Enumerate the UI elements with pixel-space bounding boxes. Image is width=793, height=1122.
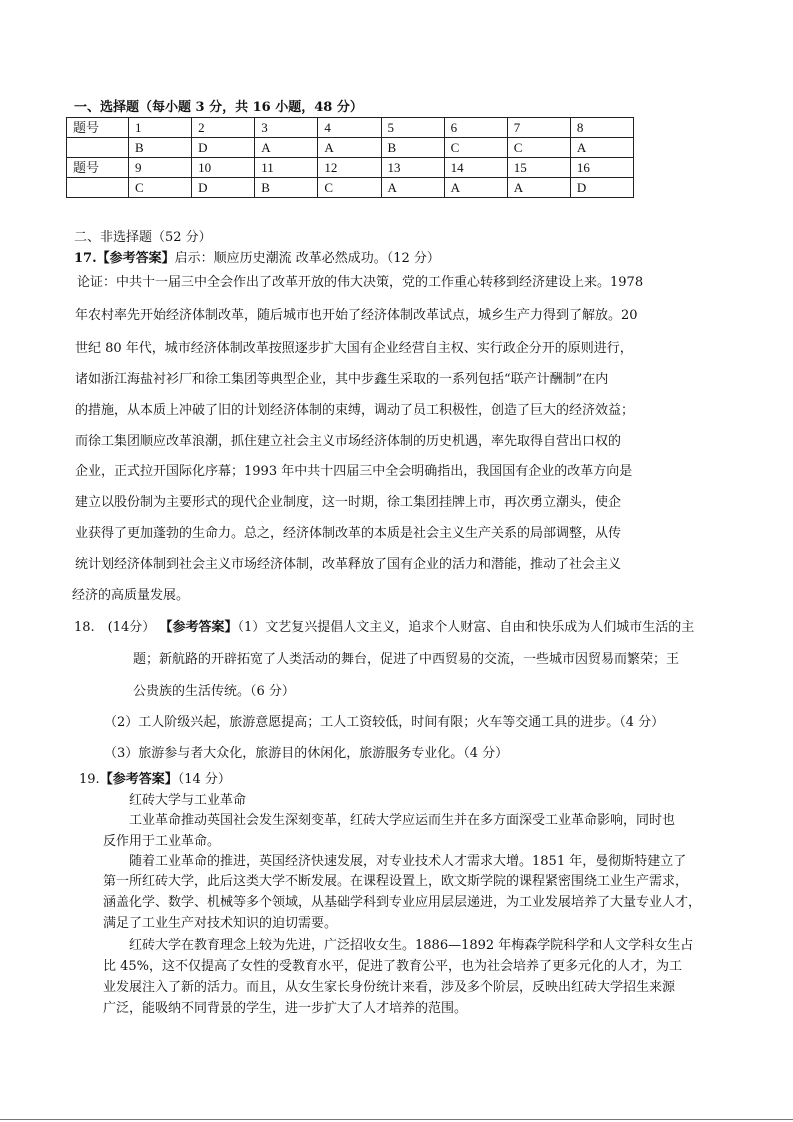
table-cell: 15 xyxy=(507,158,570,178)
table-cell: 10 xyxy=(192,158,255,178)
table-cell: 3 xyxy=(255,118,318,138)
q18-number: 18. (14分） xyxy=(74,620,156,635)
q17-line: 统计划经济体制到社会主义市场经济体制，改革释放了国有企业的活力和潜能，推动了社会主义 xyxy=(75,557,622,572)
table-row xyxy=(67,118,634,138)
q18-part3: （3）旅游参与者大众化，旅游目的休闲化，旅游服务专业化。（4 分） xyxy=(104,746,509,761)
q19-score: （14 分） xyxy=(177,772,231,787)
table-cell: 1 xyxy=(129,118,192,138)
table-cell: C xyxy=(507,138,570,158)
q19-answer-tag: 【参考答案】 xyxy=(99,772,178,787)
q19-line: 随着工业革命的推进，英国经济快速发展，对专业技术人才需求大增。1851 年，曼彻斯特建立了 xyxy=(129,854,687,869)
q17-title xyxy=(74,247,440,266)
table-row-label xyxy=(67,178,129,198)
q19-line: 第一所红砖大学，此后这类大学不断发展。在课程设置上，欧文斯学院的课程紧密围绕工业生产需求， xyxy=(103,874,689,889)
table-row xyxy=(67,158,634,178)
table-cell: A xyxy=(255,138,318,158)
table-cell: A xyxy=(381,178,444,198)
section1-heading: 一、选择题（每小题 3 分，共 16 小题，48 分） xyxy=(74,100,363,115)
table-row-label: 题号 xyxy=(67,118,129,138)
table-cell: 14 xyxy=(444,158,507,178)
table-cell: 12 xyxy=(318,158,381,178)
table-cell: C xyxy=(318,178,381,198)
q17-line: 建立以股份制为主要形式的现代企业制度，这一时期，徐工集团挂牌上市，再次勇立潮头，使企 xyxy=(75,495,622,510)
table-row xyxy=(67,138,634,158)
table-row-label xyxy=(67,138,129,158)
table-cell: 2 xyxy=(192,118,255,138)
table-row-label: 题号 xyxy=(67,158,129,178)
q19-line: 比 45%，这不仅提高了女性的受教育水平，促进了教育公平，也为社会培养了更多元化的人才，为工 xyxy=(103,959,683,974)
q17-revelation: 启示：顺应历史潮流 改革必然成功。（12 分） xyxy=(174,251,440,266)
table-cell: D xyxy=(192,138,255,158)
q17-line: 而徐工集团顺应改革浪潮，抓住建立社会主义市场经济体制的历史机遇，率先取得自营出口权的 xyxy=(75,434,622,449)
table-cell: 5 xyxy=(381,118,444,138)
table-cell: 16 xyxy=(570,158,633,178)
table-cell: C xyxy=(444,138,507,158)
table-cell: B xyxy=(381,138,444,158)
q18-part2: （2）工人阶级兴起，旅游意愿提高；工人工资较低，时间有限；火车等交通工具的进步。（4 分） xyxy=(104,715,665,730)
q18-part1-cont-1: 题；新航路的开辟拓宽了人类活动的舞台，促进了中西贸易的交流，一些城市因贸易而繁荣；王 xyxy=(133,652,680,667)
answer-table xyxy=(66,117,634,198)
q18-part1-text: （1）文艺复兴提倡人文主义，追求个人财富、自由和快乐成为人们城市生活的主 xyxy=(237,620,695,635)
table-cell: D xyxy=(192,178,255,198)
q17-line: 业获得了更加蓬勃的生命力。总之，经济体制改革的本质是社会主义生产关系的局部调整，从传 xyxy=(75,526,622,541)
q19-essay-title: 红砖大学与工业革命 xyxy=(129,793,247,808)
q19-line: 满足了工业生产对技术知识的迫切需要。 xyxy=(103,916,338,931)
q17-line: 年农村率先开始经济体制改革，随后城市也开始了经济体制改革试点，城乡生产力得到了解放。20 xyxy=(75,308,638,323)
q18-part1-cont-2: 公贵族的生活传统。（6 分） xyxy=(133,684,295,699)
q17-answer-tag: 17.【参考答案】 xyxy=(74,251,175,266)
q17-line: 的措施，从本质上冲破了旧的计划经济体制的束缚，调动了员工积极性，创造了巨大的经济效益； xyxy=(75,403,635,418)
table-cell: A xyxy=(444,178,507,198)
table-cell: D xyxy=(570,178,633,198)
table-cell: B xyxy=(255,178,318,198)
page-bottom-rule xyxy=(0,1119,793,1120)
q18-answer-tag: 【参考答案】 xyxy=(159,620,238,635)
q19-line: 工业革命推动英国社会发生深刻变革，红砖大学应运而生并在多方面深受工业革命影响，同时也 xyxy=(129,813,676,828)
table-cell: A xyxy=(318,138,381,158)
table-cell: 8 xyxy=(570,118,633,138)
q19-line: 红砖大学在教育理念上较为先进，广泛招收女生。1886—1892 年梅森学院科学和人文学科女生占 xyxy=(129,938,694,953)
table-cell: B xyxy=(129,138,192,158)
table-cell: 9 xyxy=(129,158,192,178)
table-cell: 4 xyxy=(318,118,381,138)
q17-line: 诸如浙江海盐衬衫厂和徐工集团等典型企业，其中步鑫生采取的一系列包括“联产计酬制”在内 xyxy=(75,372,609,387)
q18-part1-first-line xyxy=(74,616,694,635)
table-cell: A xyxy=(507,178,570,198)
section2-heading: 二、非选择题（52 分） xyxy=(74,230,212,245)
q17-line: 经济的高质量发展。 xyxy=(72,588,190,603)
q17-line: 世纪 80 年代，城市经济体制改革按照逐步扩大国有企业经营自主权、实行政企分开的原则进行， xyxy=(75,341,633,356)
q17-line: 论证：中共十一届三中全会作出了改革开放的伟大决策，党的工作重心转移到经济建设上来。1978 xyxy=(77,275,644,290)
q19-line: 反作用于工业革命。 xyxy=(103,834,221,849)
table-cell: 13 xyxy=(381,158,444,178)
table-cell: C xyxy=(129,178,192,198)
table-cell: 7 xyxy=(507,118,570,138)
table-cell: 6 xyxy=(444,118,507,138)
q19-line: 广泛，能吸纳不同背景的学生，进一步扩大了人才培养的范围。 xyxy=(103,1001,468,1016)
q19-line: 涵盖化学、数学、机械等多个领域，从基础学科到专业应用层层递进，为工业发展培养了大量专业人才， xyxy=(103,895,702,910)
q19-line: 业发展注入了新的活力。而且，从女生家长身份统计来看，涉及多个阶层，反映出红砖大学招生来源 xyxy=(103,980,676,995)
table-cell: 11 xyxy=(255,158,318,178)
q17-line: 企业，正式拉开国际化序幕；1993 年中共十四届三中全会明确指出，我国国有企业的改革方向是 xyxy=(75,464,633,479)
q19-number: 19. xyxy=(79,772,100,787)
table-row xyxy=(67,178,634,198)
table-cell: A xyxy=(570,138,633,158)
q19-title xyxy=(79,768,231,787)
